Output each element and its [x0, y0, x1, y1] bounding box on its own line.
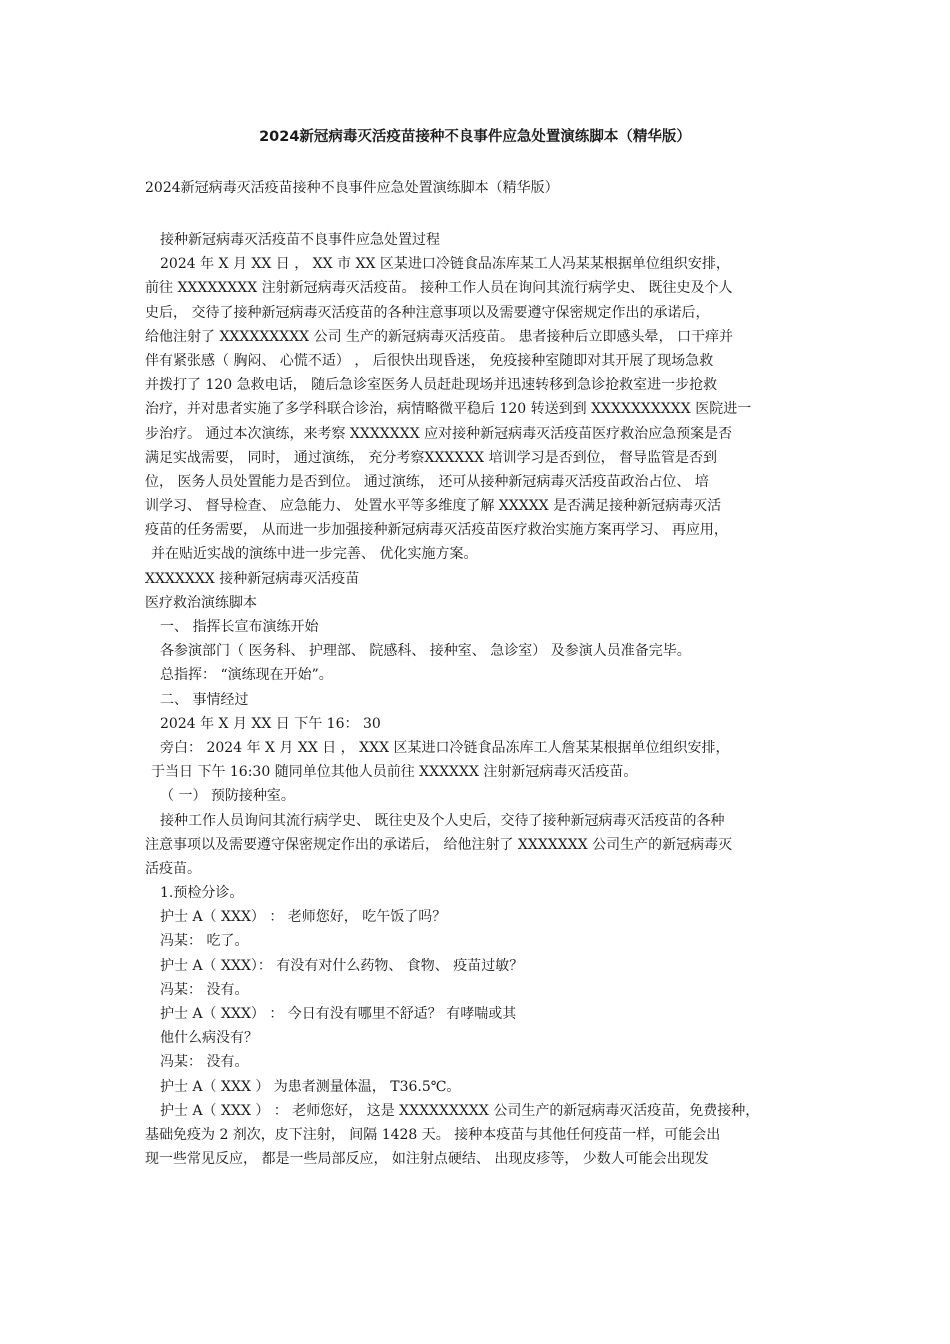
paragraph-line: 现一些常见反应， 都是一些局部反应， 如注射点硬结、 出现皮疹等， 少数人可能会出现发 — [145, 1151, 709, 1168]
script-title-line: 医疗救治演练脚本 — [145, 594, 257, 611]
dialogue-line: 他什么病没有？ — [160, 1030, 258, 1047]
paragraph-line: 总指挥： “演练现在开始”。 — [160, 667, 333, 684]
document-title: 2024新冠病毒灭活疫苗接种不良事件应急处置演练脚本（精华版） — [259, 129, 691, 145]
dialogue-line: 冯某： 没有。 — [160, 981, 249, 998]
subsection-heading: （ 一） 预防接种室。 — [160, 788, 295, 805]
dialogue-line: 护士 A（ XXX） ： 老师您好， 吃午饭了吗？ — [160, 909, 447, 926]
paragraph-line: 训学习、 督导检查、 应急能力、 处置水平等多维度了解 XXXXX 是否满足接种新冠病毒灭活 — [145, 498, 722, 515]
paragraph-line: 并拨打了 120 急救电话， 随后急诊室医务人员赶赴现场并迅速转移到急诊抢救室进一步抢救 — [145, 377, 718, 394]
script-title-line: XXXXXXX 接种新冠病毒灭活疫苗 — [145, 570, 360, 587]
paragraph-line: 并在贴近实战的演练中进一步完善、 优化实施方案。 — [151, 546, 478, 563]
dialogue-line: 护士 A（ XXX） ： 今日有没有哪里不舒适？ 有哮喘或其 — [160, 1006, 517, 1022]
paragraph-line: 基础免疫为 2 剂次，皮下注射， 间隔 1428 天。 接种本疫苗与其他任何疫苗一样，可能会出 — [145, 1126, 721, 1143]
paragraph-line: 各参演部门（ 医务科、 护理部、 院感科、 接种室、 急诊室） 及参演人员准备完毕。 — [160, 643, 691, 660]
paragraph-line: 于当日 下午 16:30 随同单位其他人员前往 XXXXXX 注射新冠病毒灭活疫苗。 — [151, 764, 638, 781]
paragraph-line: 伴有紧张感（ 胸闷、 心慌不适） ， 后很快出现昏迷， 免疫接种室随即对其开展了现场急救 — [145, 352, 714, 369]
paragraph-line: 治疗，并对患者实施了多学科联合诊治，病情略微平稳后 120 转送到到 XXXXXXXXXX 医院进一 — [145, 401, 752, 418]
dialogue-line: 护士 A（ XXX ） ： 老师您好， 这是 XXXXXXXXX 公司生产的新冠病毒灭活疫苗，免费接种， — [160, 1102, 760, 1119]
paragraph-line: 前往 XXXXXXXX 注射新冠病毒灭活疫苗。 接种工作人员在询问其流行病学史、 既往史及个人 — [145, 280, 733, 297]
dialogue-line: 护士 A（ XXX）： 有没有对什么药物、 食物、 疫苗过敏？ — [160, 957, 524, 974]
document-body — [145, 228, 825, 1171]
paragraph-line: 位， 医务人员处置能力是否到位。 通过演练， 还可从接种新冠病毒灭活疫苗政治占位、 培 — [145, 473, 709, 490]
document-subtitle: 2024新冠病毒灭活疫苗接种不良事件应急处置演练脚本（精华版） — [145, 180, 559, 196]
paragraph-line: 活疫苗。 — [145, 860, 201, 877]
dialogue-line: 护士 A（ XXX ） 为患者测量体温， T36.5℃。 — [160, 1078, 461, 1095]
paragraph-line: 步治疗。 通过本次演练，来考察 XXXXXXX 应对接种新冠病毒灭活疫苗医疗救治应急预案是否 — [145, 425, 733, 442]
dialogue-line: 冯某： 吃了。 — [160, 933, 249, 950]
paragraph-line: 2024 年 X 月 XX 日 ， XX 市 XX 区某进口冷链食品冻库某工人冯某某根据单位组织安排， — [160, 256, 730, 273]
section-heading: 一、 指挥长宣布演练开始 — [160, 619, 319, 635]
paragraph-line: 接种工作人员询问其流行病学史、 既往史及个人史后，交待了接种新冠病毒灭活疫苗的各种 — [160, 812, 725, 829]
step-heading: 1.预检分诊。 — [160, 885, 244, 902]
paragraph-line: 满足实战需要， 同时， 通过演练， 充分考察XXXXXX 培训学习是否到位， 督导监管是否到 — [145, 449, 718, 466]
paragraph-line: 给他注射了 XXXXXXXXX 公司 生产的新冠病毒灭活疫苗。 患者接种后立即感头晕， 口干痒并 — [145, 328, 733, 345]
paragraph-line: 旁白： 2024 年 X 月 XX 日 ， XXX 区某进口冷链食品冻库工人詹某某根据单位组织安排， — [160, 739, 730, 756]
paragraph-line: 注意事项以及需要遵守保密规定作出的承诺后， 给他注射了 XXXXXXX 公司生产的新冠病毒灭 — [145, 836, 733, 853]
paragraph-line: 史后， 交待了接种新冠病毒灭活疫苗的各种注意事项以及需要遵守保密规定作出的承诺后， — [145, 304, 710, 321]
section-heading: 接种新冠病毒灭活疫苗不良事件应急处置过程 — [160, 232, 440, 248]
dialogue-line: 冯某： 没有。 — [160, 1054, 249, 1071]
paragraph-line: 2024 年 X 月 XX 日 下午 16： 30 — [160, 715, 381, 732]
section-heading: 二、 事情经过 — [160, 691, 249, 708]
paragraph-line: 疫苗的任务需要， 从而进一步加强接种新冠病毒灭活疫苗医疗救治实施方案再学习、 再应用， — [145, 522, 728, 539]
